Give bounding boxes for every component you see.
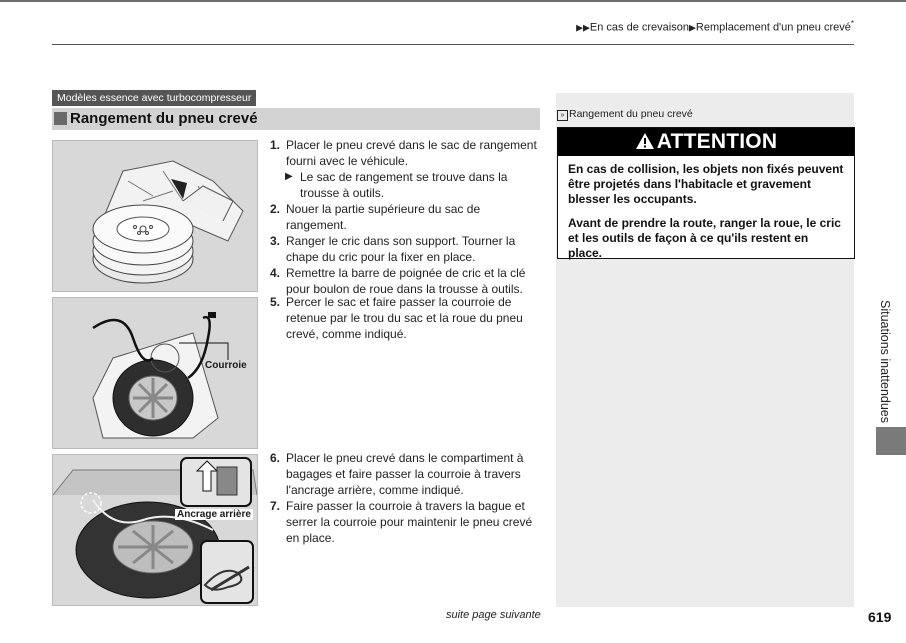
tire-bag-illustration [53,141,257,291]
anchor-label: Ancrage arrière [177,509,251,520]
strap-illustration [53,298,257,448]
breadcrumb [576,19,854,34]
step-4 [270,265,542,297]
arrow-icon: ▶ [688,22,696,33]
step-1 [270,137,542,169]
step-number: 5. [270,295,281,309]
warning-triangle-icon [635,132,655,150]
section-marker-icon [54,112,67,125]
figure-tire-bag [52,140,258,292]
step-number: 1. [270,138,281,152]
strap-label: Courroie [205,360,247,371]
step-2 [270,201,542,233]
steps-group-3 [270,450,542,546]
continued-note: suite page suivante [446,609,541,621]
breadcrumb-footnote-mark: * [850,19,854,28]
step-text: Remettre la barre de poignée de cric et la clé pour boulon de roue dans la trousse à outils. [286,266,526,296]
breadcrumb-item-1[interactable]: En cas de crevaison [589,21,689,34]
warning-body [558,156,854,261]
step-number: 6. [270,451,281,465]
figure-strap [52,297,258,449]
step-text: Placer le pneu crevé dans le sac de rangement fourni avec le véhicule. [286,138,537,168]
header-rule [52,44,854,45]
steps-group-2 [270,294,542,342]
step-7 [270,498,542,546]
sidebar-ref-title: Rangement du pneu crevé [569,108,693,120]
step-5 [270,294,542,342]
chapter-tab-marker[interactable] [876,427,906,455]
note-text: Le sac de rangement se trouve dans la trousse à outils. [300,170,508,200]
step-text: Percer le sac et faire passer la courroie de retenue par le trou du sac et la roue du pneu crevé, comme indiqué. [286,295,523,341]
step-number: 4. [270,266,281,280]
chapter-tab-label: Situations inattendues [878,300,892,424]
reference-icon: » [557,110,568,121]
step-text: Nouer la partie supérieure du sac de rangement. [286,202,481,232]
step-6 [270,450,542,498]
breadcrumb-item-2[interactable]: Remplacement d'un pneu crevé [695,21,851,34]
figure-anchor [52,454,258,606]
section-header [52,108,540,130]
step-3 [270,233,542,265]
step-text: Ranger le cric dans son support. Tourner la chape du cric pour la fixer en place. [286,234,516,264]
warning-paragraph-2: Avant de prendre la route, ranger la roue, le cric et les outils de façon à ce qu'ils restent en place. [568,216,841,260]
step-number: 7. [270,499,281,513]
step-number: 2. [270,202,281,216]
page-number: 619 [868,609,892,625]
warning-title: ATTENTION [656,130,778,153]
warning-header [558,128,854,156]
step-text: Faire passer la courroie à travers la bague et serrer la courroie pour maintenir le pneu crevé en place. [286,499,533,545]
steps-group-1 [270,137,542,297]
anchor-illustration [53,455,257,605]
double-arrow-icon: ▶▶ [576,22,590,33]
step-number: 3. [270,234,281,248]
note-arrow-icon: ▶ [285,171,293,182]
warning-paragraph-1: En cas de collision, les objets non fixés peuvent être projetés dans l'habitacle et gravement blesser les occupants. [568,162,844,206]
warning-box [557,127,855,259]
top-border [0,0,906,2]
section-title: Rangement du pneu crevé [70,110,258,127]
step-1-note [270,169,542,201]
sidebar-reference [557,108,693,121]
step-text: Placer le pneu crevé dans le compartiment à bagages et faire passer la courroie à travers l'ancrage arrière, comme indiqué. [286,451,524,497]
model-tag: Modèles essence avec turbocompresseur [52,90,256,106]
